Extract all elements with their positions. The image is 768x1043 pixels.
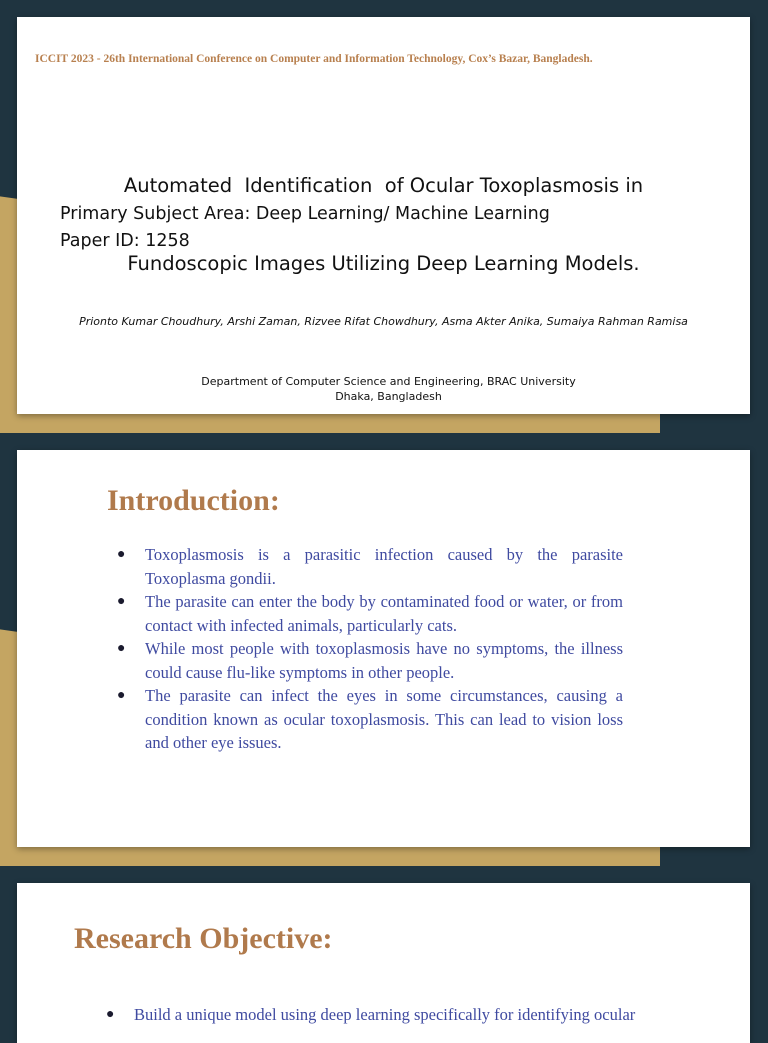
author-list: Prionto Kumar Choudhury, Arshi Zaman, Rizvee Rifat Chowdhury, Asma Akter Anika, Sumaiya Rahman Ramisa — [79, 315, 688, 328]
bullet-icon: ● — [117, 641, 126, 656]
conference-name: ICCIT 2023 - 26th International Conference on Computer and Information Technology, Cox’s Bazar, Bangladesh. — [35, 53, 593, 65]
introduction-heading: Introduction: — [107, 484, 280, 517]
bullet-icon: ● — [117, 594, 126, 609]
title-slide — [17, 17, 750, 414]
list-item: ● The parasite can infect the eyes in some circumstances, causing a condition known as ocular toxoplasmosis. This can lead to vision loss and other eye issues. — [117, 686, 623, 752]
bullet-icon: ● — [117, 688, 126, 703]
paper-id: Paper ID: 1258 — [60, 231, 190, 251]
research-objective-slide — [17, 883, 750, 1043]
department: Department of Computer Science and Engineering, BRAC University — [201, 375, 576, 388]
paper-meta — [60, 201, 550, 255]
introduction-bullet-list — [117, 543, 623, 755]
title-line-2: Fundoscopic Images Utilizing Deep Learning Models. — [127, 252, 640, 275]
subject-area: Primary Subject Area: Deep Learning/ Machine Learning — [60, 204, 550, 224]
objective-bullet-list — [106, 1003, 666, 1027]
bullet-icon: ● — [117, 547, 126, 562]
introduction-slide — [17, 450, 750, 847]
bullet-icon: ● — [106, 1007, 115, 1022]
affiliation — [17, 374, 760, 404]
research-objective-heading: Research Objective: — [74, 922, 333, 955]
list-item: ● Toxoplasmosis is a parasitic infection caused by the parasite Toxoplasma gondii. — [117, 545, 623, 588]
list-item: ● While most people with toxoplasmosis have no symptoms, the illness could cause flu-like symptoms in other people. — [117, 639, 623, 682]
list-item: ● The parasite can enter the body by contaminated food or water, or from contact with infected animals, particularly cats. — [117, 592, 623, 635]
location: Dhaka, Bangladesh — [335, 390, 442, 403]
title-line-1: Automated Identification of Ocular Toxoplasmosis in — [123, 174, 644, 197]
list-item: ● Build a unique model using deep learning specifically for identifying ocular — [106, 1003, 666, 1027]
